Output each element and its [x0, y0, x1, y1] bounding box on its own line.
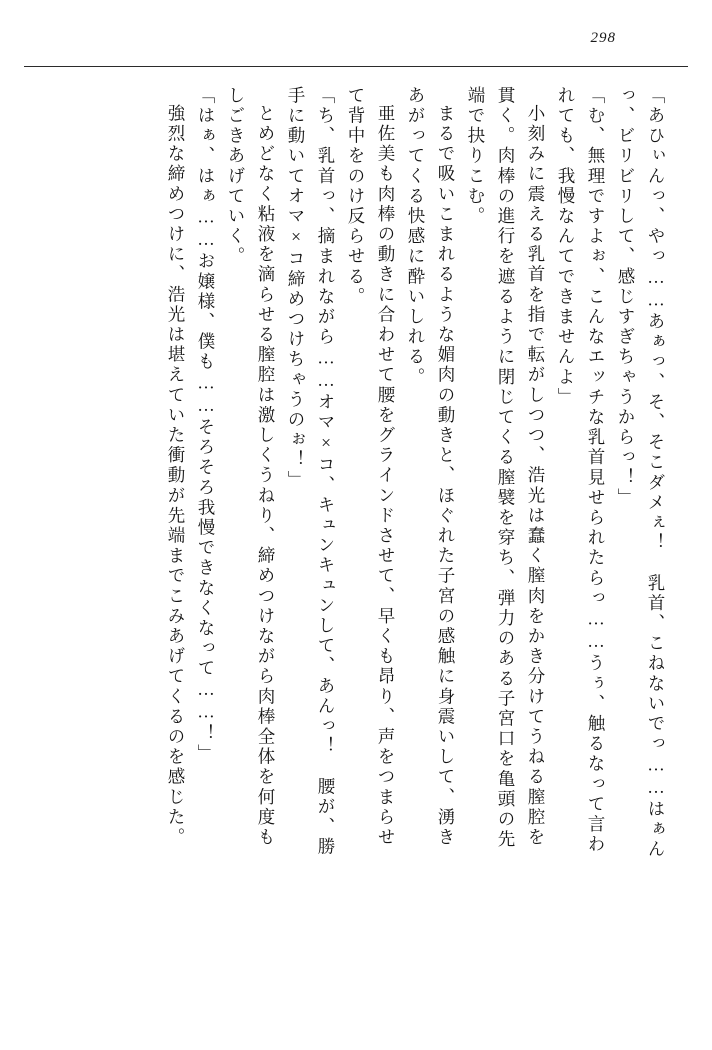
text-line: 「あひぃんっ、やっ……あぁっ、そ、そこダメぇ！ 乳首、こねないでっ……はぁん — [646, 86, 666, 860]
text-line: 亜佐美も肉棒の動きに合わせて腰をグラインドさせて、早くも昂り、声をつまらせ — [376, 104, 396, 848]
text-line: 「はぁ、はぁ……お嬢様、僕も……そろそろ我慢できなくなって……！」 — [196, 86, 216, 765]
text-line: 手に動いてオマ×コ締めつけちゃうのぉ！」 — [286, 86, 306, 491]
header-rule — [24, 66, 688, 67]
text-line: っ、ビリビリして、感じすぎちゃうからっ！」 — [616, 86, 636, 509]
text-line: て背中をのけ反らせる。 — [346, 86, 366, 308]
text-line: 強烈な締めつけに、浩光は堪えていた衝動が先端までこみあげてくるのを感じた。 — [166, 104, 186, 848]
text-line: あがってくる快感に酔いしれる。 — [406, 86, 426, 388]
text-line: しごきあげていく。 — [226, 86, 246, 267]
vertical-text-body — [38, 86, 664, 962]
text-line: まるで吸いこまれるような媚肉の動きと、ほぐれた子宮の感触に身震いして、湧き — [436, 104, 456, 848]
text-line: れても、我慢なんてできませんよ」 — [556, 86, 576, 408]
text-line: 端で抉りこむ。 — [466, 86, 486, 227]
text-line: 「ち、乳首っ、摘まれながら……オマ×コ、キュンキュンして、あんっ！ 腰が、勝 — [316, 86, 336, 858]
text-line: 小刻みに震える乳首を指で転がしつつ、浩光は蠢く膣肉をかき分けてうねる膣腔を — [526, 104, 546, 848]
text-line: とめどなく粘液を滴らせる膣腔は激しくうねり、締めつけながら肉棒全体を何度も — [256, 104, 276, 848]
text-line: 貫く。肉棒の進行を遮るように閉じてくる膣襞を穿ち、弾力のある子宮口を亀頭の先 — [496, 86, 516, 850]
page-number: 298 — [590, 30, 616, 46]
text-line: 「む、無理ですよぉ、こんなエッチな乳首見せられたらっ……うぅ、触るなって言わ — [586, 86, 606, 855]
